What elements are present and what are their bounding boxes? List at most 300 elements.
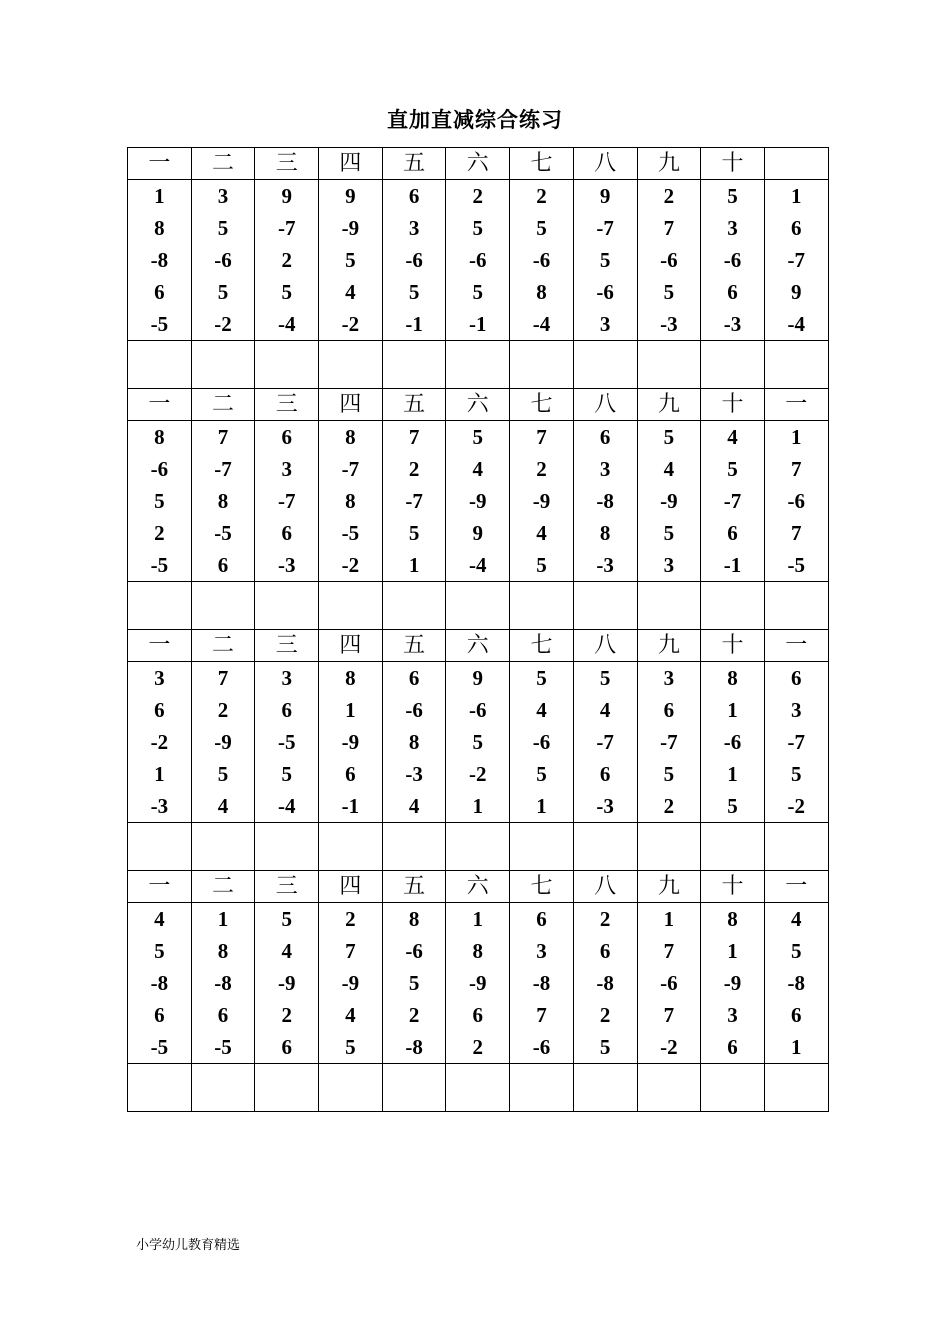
problem-cell	[701, 421, 765, 582]
answer-cell[interactable]	[128, 582, 192, 630]
operand: -1	[723, 553, 742, 577]
operand: 6	[281, 425, 292, 449]
answer-cell[interactable]	[191, 582, 255, 630]
operand: 4	[790, 907, 802, 931]
operand: 5	[536, 666, 547, 690]
column-number-label: 九	[637, 389, 701, 421]
column-number-label: 二	[191, 389, 255, 421]
column-number-label: 七	[510, 389, 574, 421]
operand: -1	[405, 312, 423, 336]
operand: 7	[790, 457, 802, 481]
operand: 7	[790, 521, 802, 545]
operand: 4	[536, 521, 547, 545]
operand: 5	[154, 489, 165, 513]
operand: 1	[727, 698, 738, 722]
operand: -7	[723, 489, 742, 513]
operand: 6	[536, 907, 547, 931]
operand: 6	[599, 939, 611, 963]
operand: -7	[277, 489, 296, 513]
operand: 3	[663, 666, 675, 690]
operand: -8	[214, 971, 232, 995]
operand: 2	[345, 907, 356, 931]
operand: 5	[345, 248, 356, 272]
column-number-label: 八	[573, 148, 637, 180]
column-number-label: 三	[255, 389, 319, 421]
problem-cell	[382, 662, 446, 823]
operand: 2	[536, 457, 547, 481]
operand: 7	[536, 425, 547, 449]
operand: 3	[281, 666, 292, 690]
operand: 8	[154, 425, 165, 449]
answer-cell[interactable]	[510, 823, 574, 871]
operand: 6	[217, 553, 229, 577]
operand: -7	[596, 730, 614, 754]
answer-cell[interactable]	[701, 1064, 765, 1112]
problem-cell	[255, 180, 319, 341]
operand: 9	[281, 184, 292, 208]
operand: 9	[472, 666, 484, 690]
operand: 8	[217, 939, 229, 963]
operand: -8	[596, 971, 614, 995]
operand: 1	[790, 184, 802, 208]
operand: -3	[660, 312, 678, 336]
column-number-label: 七	[510, 148, 574, 180]
column-number-label: 九	[637, 630, 701, 662]
operand: 1	[727, 939, 738, 963]
operand: 1	[345, 698, 356, 722]
operand: 3	[663, 553, 675, 577]
operand: -6	[532, 248, 551, 272]
problem-row	[128, 180, 829, 341]
operand: -5	[150, 553, 169, 577]
problem-cell	[573, 903, 637, 1064]
answer-cell[interactable]	[446, 823, 510, 871]
operand: -6	[405, 939, 423, 963]
answer-cell[interactable]	[319, 1064, 383, 1112]
problem-cell	[191, 662, 255, 823]
operand: -9	[723, 971, 742, 995]
problem-cell	[510, 421, 574, 582]
operand: -2	[660, 1035, 678, 1059]
operand: 1	[472, 907, 484, 931]
operand: -3	[723, 312, 742, 336]
operand: 5	[790, 939, 802, 963]
operand: 5	[217, 762, 229, 786]
operand: -6	[660, 248, 678, 272]
operand: 6	[727, 521, 738, 545]
operand: -3	[150, 794, 169, 818]
operand: -9	[469, 489, 487, 513]
operand: 4	[217, 794, 229, 818]
operand: -8	[405, 1035, 423, 1059]
operand: -6	[723, 248, 742, 272]
operand: 5	[790, 762, 802, 786]
operand: -2	[214, 312, 232, 336]
answer-cell[interactable]	[637, 823, 701, 871]
operand: 5	[345, 1035, 356, 1059]
operand: 6	[154, 698, 165, 722]
problem-cell	[128, 903, 192, 1064]
operand: 4	[727, 425, 738, 449]
answer-cell[interactable]	[573, 1064, 637, 1112]
operand: -6	[596, 280, 614, 304]
problem-cell	[446, 903, 510, 1064]
operand: -7	[341, 457, 360, 481]
operand: 6	[663, 698, 675, 722]
problem-cell	[382, 903, 446, 1064]
section-header-row	[128, 871, 829, 903]
column-number-label: 七	[510, 630, 574, 662]
operand: -5	[277, 730, 296, 754]
operand: 7	[536, 1003, 547, 1027]
footer-text: 小学幼儿教育精选	[136, 1238, 241, 1253]
answer-cell[interactable]	[255, 341, 319, 389]
operand: 2	[663, 794, 675, 818]
operand: -9	[532, 489, 551, 513]
answer-cell[interactable]	[382, 582, 446, 630]
operand: 5	[663, 425, 675, 449]
answer-cell[interactable]	[701, 582, 765, 630]
operand: 8	[727, 907, 738, 931]
answer-cell[interactable]	[573, 582, 637, 630]
problem-cell	[128, 180, 192, 341]
operand: -6	[532, 730, 551, 754]
column-number-label: 十	[701, 148, 765, 180]
operand: 1	[790, 1035, 802, 1059]
column-number-label: 六	[446, 871, 510, 903]
operand: -5	[214, 1035, 232, 1059]
operand: 8	[472, 939, 484, 963]
operand: 5	[408, 521, 420, 545]
column-number-label: 九	[637, 148, 701, 180]
operand: -5	[787, 553, 805, 577]
operand: -7	[787, 248, 805, 272]
answer-cell[interactable]	[510, 341, 574, 389]
column-number-label: 六	[446, 630, 510, 662]
operand: 6	[790, 666, 802, 690]
answer-cell[interactable]	[637, 341, 701, 389]
problem-cell	[446, 662, 510, 823]
column-number-label: 一	[128, 871, 192, 903]
operand: -2	[341, 312, 360, 336]
operand: 1	[154, 762, 165, 786]
operand: 6	[154, 280, 165, 304]
column-number-label: 四	[319, 871, 383, 903]
operand: -6	[405, 248, 423, 272]
operand: 5	[599, 666, 611, 690]
operand: -7	[214, 457, 232, 481]
operand: 4	[408, 794, 420, 818]
operand: -6	[787, 489, 805, 513]
operand: 2	[154, 521, 165, 545]
operand: 5	[536, 553, 547, 577]
column-number-label: 五	[382, 389, 446, 421]
problem-cell	[510, 903, 574, 1064]
operand: -6	[723, 730, 742, 754]
problem-cell	[255, 421, 319, 582]
operand: 5	[281, 907, 292, 931]
operand: 4	[663, 457, 675, 481]
answer-row	[128, 1064, 829, 1112]
operand: 4	[345, 1003, 356, 1027]
operand: -2	[469, 762, 487, 786]
operand: -6	[532, 1035, 551, 1059]
column-number-label: 一	[764, 389, 828, 421]
operand: 4	[345, 280, 356, 304]
operand: -5	[150, 312, 169, 336]
answer-cell[interactable]	[637, 1064, 701, 1112]
operand: 6	[281, 698, 292, 722]
operand: -4	[277, 794, 296, 818]
answer-cell[interactable]	[382, 823, 446, 871]
answer-cell[interactable]	[446, 1064, 510, 1112]
answer-cell[interactable]	[510, 1064, 574, 1112]
operand: 1	[536, 794, 547, 818]
operand: 9	[599, 184, 611, 208]
operand: 8	[345, 425, 356, 449]
operand: 9	[472, 521, 484, 545]
operand: 2	[472, 1035, 484, 1059]
operand: -8	[532, 971, 551, 995]
answer-row	[128, 341, 829, 389]
operand: -6	[214, 248, 232, 272]
operand: -3	[596, 553, 614, 577]
operand: 1	[154, 184, 165, 208]
operand: 9	[345, 184, 356, 208]
operand: 8	[408, 907, 420, 931]
operand: -7	[787, 730, 805, 754]
answer-cell[interactable]	[255, 1064, 319, 1112]
answer-cell[interactable]	[446, 582, 510, 630]
problem-cell	[319, 421, 383, 582]
operand: -5	[214, 521, 232, 545]
column-number-label: 一	[764, 630, 828, 662]
answer-cell[interactable]	[382, 1064, 446, 1112]
answer-cell[interactable]	[191, 341, 255, 389]
answer-cell[interactable]	[255, 582, 319, 630]
problem-cell	[382, 180, 446, 341]
operand: -8	[150, 971, 169, 995]
operand: 1	[790, 425, 802, 449]
problem-cell	[255, 662, 319, 823]
answer-cell[interactable]	[701, 823, 765, 871]
answer-cell[interactable]	[637, 582, 701, 630]
operand: -7	[596, 216, 614, 240]
operand: 7	[217, 425, 229, 449]
operand: -4	[787, 312, 805, 336]
column-number-label: 一	[764, 871, 828, 903]
operand: 3	[727, 216, 738, 240]
answer-cell[interactable]	[319, 823, 383, 871]
operand: -3	[277, 553, 296, 577]
operand: -9	[469, 971, 487, 995]
column-number-label: 六	[446, 148, 510, 180]
column-number-label: 四	[319, 148, 383, 180]
operand: 1	[217, 907, 229, 931]
problem-cell	[701, 903, 765, 1064]
operand: 5	[663, 280, 675, 304]
answer-cell[interactable]	[128, 1064, 192, 1112]
operand: 5	[536, 762, 547, 786]
exercise-table	[127, 147, 829, 1112]
problem-cell	[319, 662, 383, 823]
operand: 2	[217, 698, 229, 722]
problem-cell	[191, 421, 255, 582]
problem-row	[128, 421, 829, 582]
operand: 8	[536, 280, 547, 304]
operand: 2	[281, 248, 292, 272]
answer-cell[interactable]	[764, 582, 828, 630]
problem-cell	[764, 903, 828, 1064]
operand: 7	[408, 425, 420, 449]
operand: 2	[599, 907, 611, 931]
operand: 4	[599, 698, 611, 722]
operand: 5	[727, 184, 738, 208]
problem-cell	[573, 180, 637, 341]
operand: 4	[281, 939, 292, 963]
answer-cell[interactable]	[701, 341, 765, 389]
answer-cell[interactable]	[573, 341, 637, 389]
operand: 6	[408, 666, 420, 690]
operand: 2	[536, 184, 547, 208]
problem-cell	[764, 180, 828, 341]
operand: 6	[408, 184, 420, 208]
operand: 1	[663, 907, 675, 931]
problem-cell	[191, 903, 255, 1064]
operand: -2	[150, 730, 169, 754]
operand: -7	[660, 730, 678, 754]
operand: -8	[150, 248, 169, 272]
column-number-label: 九	[637, 871, 701, 903]
answer-cell[interactable]	[191, 823, 255, 871]
operand: -8	[596, 489, 614, 513]
column-number-label: 二	[191, 148, 255, 180]
operand: 6	[217, 1003, 229, 1027]
problem-cell	[382, 421, 446, 582]
answer-cell[interactable]	[319, 341, 383, 389]
answer-cell[interactable]	[764, 823, 828, 871]
operand: 1	[472, 794, 484, 818]
operand: 8	[345, 666, 356, 690]
operand: -4	[532, 312, 551, 336]
operand: 6	[281, 1035, 292, 1059]
operand: -9	[214, 730, 232, 754]
problem-cell	[701, 180, 765, 341]
operand: 6	[472, 1003, 484, 1027]
operand: 5	[599, 248, 611, 272]
operand: -6	[660, 971, 678, 995]
answer-cell[interactable]	[191, 1064, 255, 1112]
answer-cell[interactable]	[128, 341, 192, 389]
operand: 3	[408, 216, 420, 240]
problem-cell	[637, 421, 701, 582]
operand: 2	[663, 184, 675, 208]
operand: 5	[281, 280, 292, 304]
operand: 5	[154, 939, 165, 963]
section-header-row	[128, 148, 829, 180]
operand: -3	[405, 762, 423, 786]
operand: 8	[599, 521, 611, 545]
column-number-label: 二	[191, 871, 255, 903]
operand: 8	[154, 216, 165, 240]
operand: 6	[281, 521, 292, 545]
column-number-label: 二	[191, 630, 255, 662]
column-number-label: 一	[128, 148, 192, 180]
column-number-label: 四	[319, 389, 383, 421]
problem-cell	[446, 180, 510, 341]
operand: 5	[472, 730, 484, 754]
operand: -6	[469, 248, 487, 272]
answer-cell[interactable]	[382, 341, 446, 389]
answer-cell[interactable]	[764, 341, 828, 389]
operand: -1	[469, 312, 487, 336]
operand: 5	[217, 216, 229, 240]
column-number-label: 四	[319, 630, 383, 662]
operand: -9	[277, 971, 296, 995]
operand: -1	[341, 794, 360, 818]
operand: -4	[469, 553, 487, 577]
answer-cell[interactable]	[510, 582, 574, 630]
operand: 9	[790, 280, 802, 304]
operand: 4	[472, 457, 484, 481]
operand: 5	[727, 794, 738, 818]
problem-cell	[128, 662, 192, 823]
operand: 2	[408, 457, 420, 481]
problem-cell	[764, 421, 828, 582]
column-number-label	[764, 148, 828, 180]
answer-cell[interactable]	[128, 823, 192, 871]
column-number-label: 七	[510, 871, 574, 903]
operand: 3	[536, 939, 547, 963]
operand: 7	[663, 216, 675, 240]
operand: 8	[345, 489, 356, 513]
answer-cell[interactable]	[573, 823, 637, 871]
operand: 4	[154, 907, 165, 931]
operand: 5	[663, 521, 675, 545]
column-number-label: 三	[255, 630, 319, 662]
answer-cell[interactable]	[255, 823, 319, 871]
answer-cell[interactable]	[446, 341, 510, 389]
column-number-label: 十	[701, 389, 765, 421]
problem-cell	[764, 662, 828, 823]
operand: 6	[345, 762, 356, 786]
column-number-label: 十	[701, 871, 765, 903]
problem-cell	[573, 662, 637, 823]
operand: -6	[469, 698, 487, 722]
column-number-label: 三	[255, 871, 319, 903]
column-number-label: 八	[573, 871, 637, 903]
operand: -9	[341, 730, 360, 754]
page-title: 直加直减综合练习	[387, 108, 563, 132]
operand: 2	[472, 184, 484, 208]
column-number-label: 五	[382, 871, 446, 903]
section-header-row	[128, 630, 829, 662]
operand: 6	[599, 762, 611, 786]
answer-cell[interactable]	[764, 1064, 828, 1112]
operand: 3	[599, 457, 611, 481]
problem-row	[128, 662, 829, 823]
answer-cell[interactable]	[319, 582, 383, 630]
column-number-label: 八	[573, 389, 637, 421]
problem-cell	[701, 662, 765, 823]
problem-cell	[637, 180, 701, 341]
column-number-label: 八	[573, 630, 637, 662]
operand: -6	[405, 698, 423, 722]
operand: 6	[727, 280, 738, 304]
problem-cell	[510, 180, 574, 341]
column-number-label: 十	[701, 630, 765, 662]
operand: 5	[663, 762, 675, 786]
